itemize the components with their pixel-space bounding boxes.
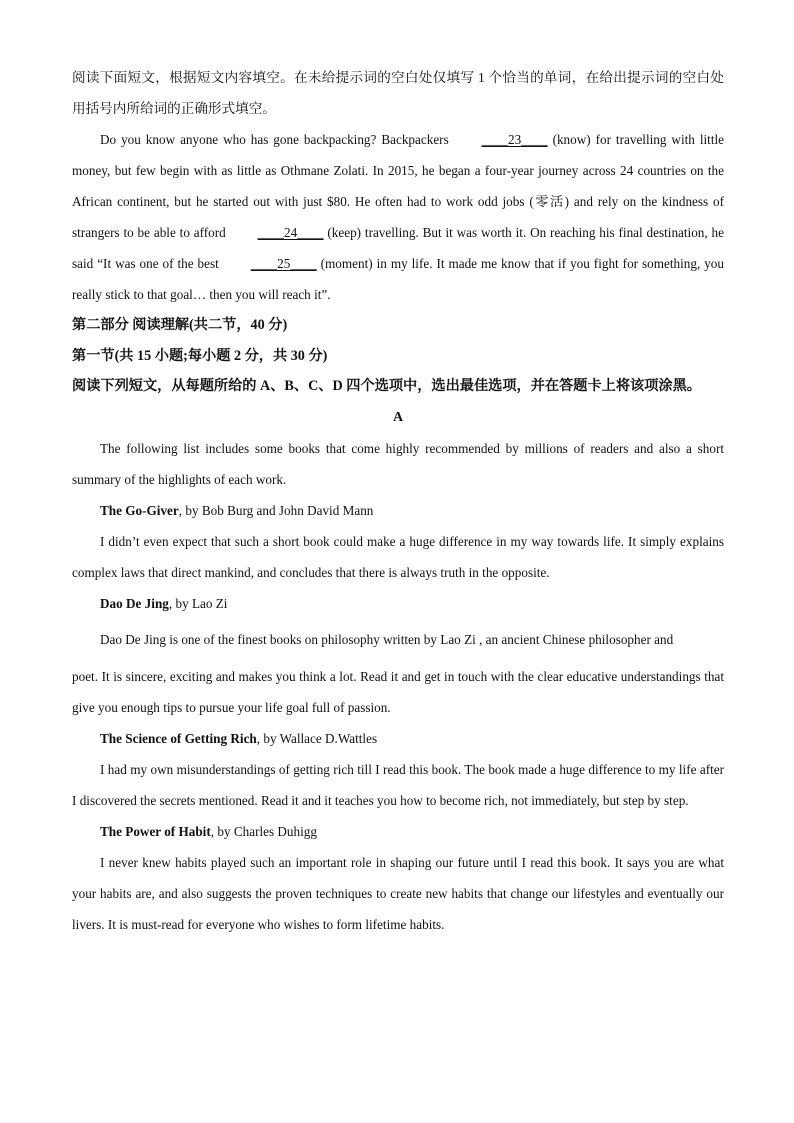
- section-title-part2: 第二部分 阅读理解(共二节，40 分): [72, 317, 288, 333]
- book-author: , by Lao Zi: [168, 595, 228, 611]
- cloze-text-4: (moment) in my life. It made me know that if you fight for something, you really stick to that goal… then you will reach it”.: [72, 256, 724, 302]
- cloze-instructions: 阅读下面短文，根据短文内容填空。在未给提示词的空白处仅填写 1 个恰当的单词，在给出提示词的空白处用括号内所给词的正确形式填空。: [72, 70, 724, 116]
- book-title: The Science of Getting Rich: [100, 730, 257, 746]
- book-author: , by Wallace D.Wattles: [256, 730, 378, 746]
- passage-label: A: [392, 409, 404, 425]
- cloze-text-2: (know) for travelling with little money, but few begin with as little as Othmane Zolati. In 2015, he began a four-year journey across 24 countries on the African continent, but he started out with just $80. He often had to work odd jobs (零活) and rely on the kindness of strangers to be able to afford: [72, 132, 724, 240]
- book-heading-4: [72, 816, 724, 847]
- cloze-passage: [72, 124, 724, 310]
- passage-intro: The following list includes some books that come highly recommended by millions of readers and also a short summary of the highlights of each work.: [72, 440, 724, 487]
- book-summary-4: I never knew habits played such an important role in shaping our future until I read this book. It says you are what your habits are, and also suggests the proven techniques to create new habits that change our lifestyles and eventually our livers. It is must-read for everyone who wishes to form lifetime habits.: [72, 854, 724, 932]
- book-summary-3: I had my own misunderstandings of getting rich till I read this book. The book made a huge difference to my life after I discovered the secrets mentioned. Read it and it teaches you how to become rich, not immediately, but step by step.: [72, 761, 724, 808]
- cloze-text-1: Do you know anyone who has gone backpacking? Backpackers: [100, 132, 454, 147]
- book-title: Dao De Jing: [100, 595, 169, 611]
- blank-25[interactable]: ____25____: [250, 256, 317, 271]
- blank-24[interactable]: ____24____: [257, 225, 324, 240]
- book-author: , by Bob Burg and John David Mann: [178, 502, 374, 518]
- book-summary-1: I didn’t even expect that such a short book could make a huge difference in my way towards life. It simply explains complex laws that direct mankind, and concludes that there is always truth in the opposite.: [72, 533, 724, 580]
- book-title: The Power of Habit: [100, 823, 211, 839]
- reading-instructions: 阅读下列短文，从每题所给的 A、B、C、D 四个选项中，选出最佳选项，并在答题卡上将该项涂黑。: [72, 378, 701, 394]
- blank-23[interactable]: ____23____: [481, 132, 548, 147]
- book-summary-2a: Dao De Jing is one of the finest books on philosophy written by Lao Zi , an ancient Chinese philosopher and: [100, 631, 674, 647]
- document-page: [72, 62, 724, 940]
- book-title: The Go-Giver: [100, 502, 179, 518]
- book-heading-3: [72, 723, 724, 754]
- book-heading-2: [72, 588, 724, 619]
- book-heading-1: [72, 495, 724, 526]
- book-author: , by Charles Duhigg: [210, 823, 317, 839]
- section-title-section1: 第一节(共 15 小题;每小题 2 分，共 30 分): [72, 347, 328, 364]
- book-summary-2b: poet. It is sincere, exciting and makes you think a lot. Read it and get in touch with the clear educative understandings that give you enough tips to pursue your life goal full of passion.: [72, 668, 724, 715]
- cloze-text-3: (keep) travelling. But it was worth it. On reaching his final destination, he said “It was one of the best: [72, 225, 724, 271]
